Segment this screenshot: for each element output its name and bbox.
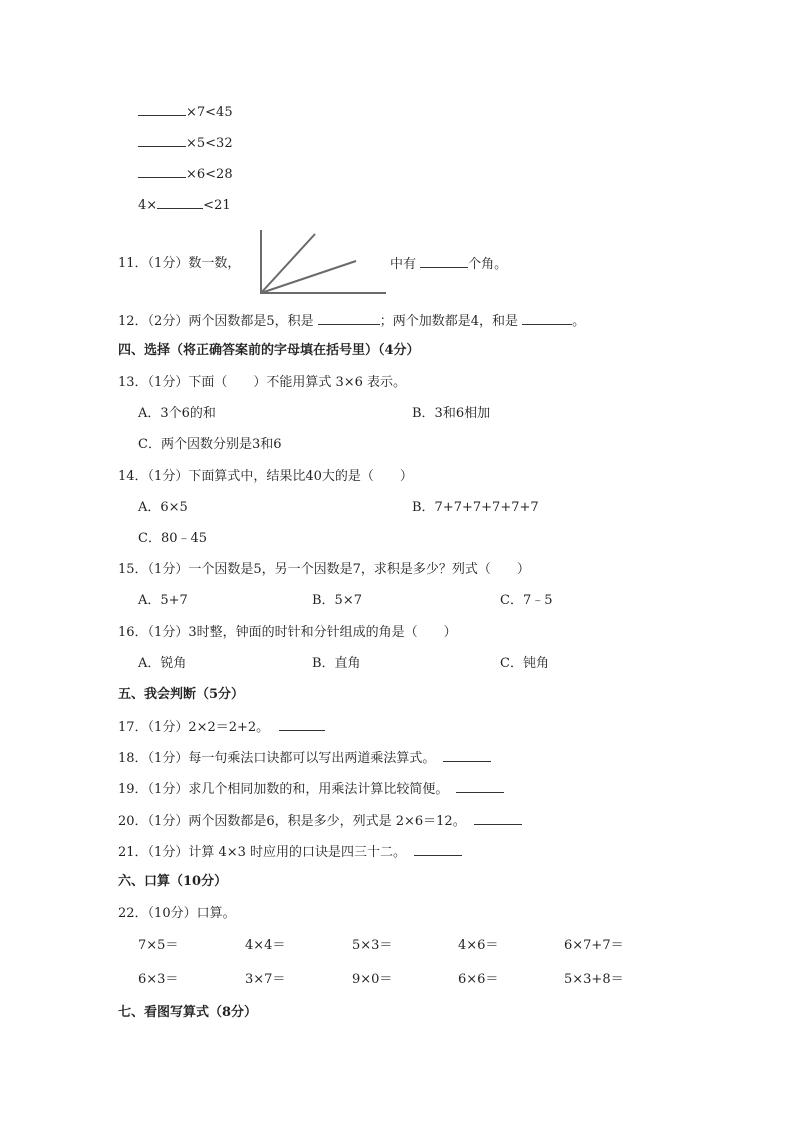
question-15-option-b[interactable]: B．5×7 [312, 593, 362, 608]
inequality-1: ×7<45 [138, 104, 233, 121]
answer-blank[interactable] [522, 313, 572, 325]
answer-blank[interactable] [443, 750, 491, 762]
oral-item: 5×3＝ [352, 938, 393, 953]
answer-blank[interactable] [318, 313, 380, 325]
question-16-stem: 16．（1分）3时整，钟面的时针和分针组成的角是（ ） [118, 625, 457, 640]
section-5-title: 五、我会判断（5分） [118, 687, 245, 702]
inequality-3: ×6<28 [138, 166, 233, 183]
question-14-option-c[interactable]: C．80﹣45 [138, 531, 208, 546]
question-14-stem: 14．（1分）下面算式中，结果比40大的是（ ） [118, 469, 413, 484]
oral-item: 7×5＝ [138, 938, 179, 953]
question-20: 20．（1分）两个因数都是6，积是多少，列式是 2×6＝12。 [118, 813, 522, 830]
answer-blank[interactable] [456, 781, 504, 793]
answer-blank[interactable] [138, 166, 186, 178]
oral-item: 6×6＝ [458, 972, 499, 987]
question-21: 21．（1分）计算 4×3 时应用的口诀是四三十二。 [118, 844, 462, 861]
answer-blank[interactable] [157, 197, 203, 209]
question-18: 18．（1分）每一句乘法口诀都可以写出两道乘法算式。 [118, 750, 491, 767]
inequality-2: ×5<32 [138, 135, 233, 152]
question-17: 17．（1分）2×2＝2+2。 [118, 719, 325, 736]
question-14-option-b[interactable]: B．7+7+7+7+7+7 [412, 500, 539, 515]
angle-figure [258, 226, 390, 298]
question-13-option-c[interactable]: C．两个因数分别是3和6 [138, 437, 282, 452]
question-14-option-a[interactable]: A．6×5 [138, 500, 188, 515]
question-16-option-c[interactable]: C．钝角 [500, 656, 549, 671]
question-16-option-a[interactable]: A．锐角 [138, 656, 187, 671]
oral-item: 3×7＝ [245, 972, 286, 987]
question-19: 19．（1分）求几个相同加数的和，用乘法计算比较简便。 [118, 781, 504, 798]
section-6-title: 六、口算（10分） [118, 874, 228, 889]
inequality-4: 4× <21 [138, 198, 231, 213]
section-7-title: 七、看图写算式（8分） [118, 1005, 258, 1020]
question-15-stem: 15．（1分）一个因数是5，另一个因数是7，求积是多少？列式（ ） [118, 562, 530, 577]
question-11-suffix: 中有 个角。 [390, 257, 508, 272]
question-22-stem: 22．（10分）口算。 [118, 906, 236, 921]
answer-blank[interactable] [138, 104, 186, 116]
oral-item: 9×0＝ [352, 972, 393, 987]
question-15-option-a[interactable]: A．5+7 [138, 593, 188, 608]
question-13-option-a[interactable]: A．3个6的和 [138, 406, 216, 421]
oral-item: 6×7+7＝ [564, 938, 624, 953]
question-13-option-b[interactable]: B．3和6相加 [412, 406, 491, 421]
answer-blank[interactable] [474, 813, 522, 825]
answer-blank[interactable] [414, 844, 462, 856]
section-4-title: 四、选择（将正确答案前的字母填在括号里）（4分） [118, 343, 420, 358]
oral-item: 5×3+8＝ [564, 972, 624, 987]
question-16-option-b[interactable]: B．直角 [312, 656, 361, 671]
question-13-stem: 13．（1分）下面（ ）不能用算式 3×6 表示。 [118, 375, 407, 390]
question-11-prefix: 11．（1分）数一数， [118, 256, 241, 271]
answer-blank[interactable] [279, 719, 325, 731]
oral-item: 6×3＝ [138, 972, 179, 987]
oral-item: 4×6＝ [458, 938, 499, 953]
question-15-option-c[interactable]: C．7﹣5 [500, 593, 553, 608]
question-12: 12．（2分）两个因数都是5，积是 ；两个加数都是4，和是 。 [118, 314, 586, 329]
oral-item: 4×4＝ [245, 938, 286, 953]
answer-blank[interactable] [138, 135, 186, 147]
answer-blank[interactable] [420, 256, 468, 268]
